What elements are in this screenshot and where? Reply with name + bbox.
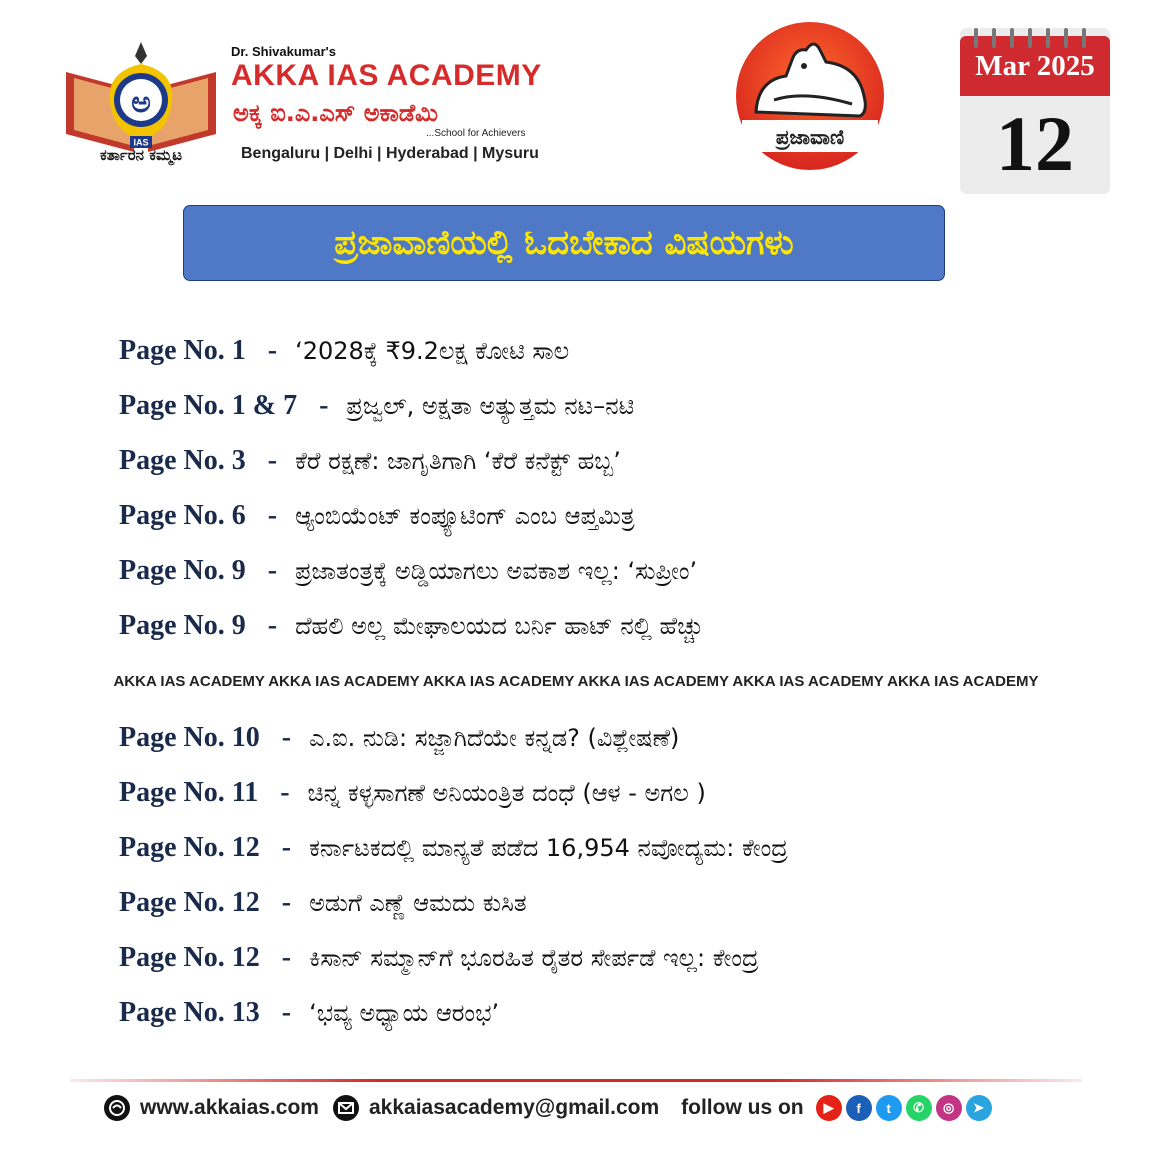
date-calendar bbox=[960, 28, 1110, 194]
page-number: Page No. 12 bbox=[119, 832, 260, 863]
article-title: ದೆಹಲಿ ಅಲ್ಲ ಮೇಘಾಲಯದ ಬರ್ನಿ ಹಾಟ್ ನಲ್ಲಿ ಹೆಚ್ಚು bbox=[295, 612, 704, 640]
separator-dash: - bbox=[319, 390, 329, 421]
list-item bbox=[119, 441, 621, 481]
banner-title: ಪ್ರಜಾವಾಣಿಯಲ್ಲಿ ಓದಬೇಕಾದ ವಿಷಯಗಳು bbox=[334, 223, 794, 263]
page-number: Page No. 6 bbox=[119, 500, 246, 531]
page-number: Page No. 12 bbox=[119, 887, 260, 918]
list-item bbox=[119, 828, 788, 868]
list-item bbox=[119, 938, 759, 978]
article-title: ಚಿನ್ನ ಕಳ್ಳಸಾಗಣೆ ಅನಿಯಂತ್ರಿತ ದಂಧೆ (ಆಳ - ಅಗಲ ) bbox=[307, 779, 706, 807]
youtube-icon[interactable]: ▶ bbox=[816, 1095, 842, 1121]
page-number: Page No. 9 bbox=[119, 610, 246, 641]
page-number: Page No. 9 bbox=[119, 555, 246, 586]
brand-name-kannada: ಅಕ್ಕ ಐ.ಎ.ಎಸ್ ಅಕಾಡೆಮಿ bbox=[233, 99, 438, 127]
separator-dash: - bbox=[281, 722, 292, 753]
page-number: Page No. 11 bbox=[119, 777, 259, 808]
footer-divider bbox=[70, 1079, 1082, 1082]
separator-dash: - bbox=[280, 777, 290, 808]
page-number: Page No. 12 bbox=[119, 942, 260, 973]
page-number: Page No. 1 & 7 bbox=[119, 390, 298, 421]
follow-label: follow us on bbox=[681, 1096, 804, 1119]
article-title: ಪ್ರಜಾತಂತ್ರಕ್ಕೆ ಅಡ್ಡಿಯಾಗಲು ಅವಕಾಶ ಇಲ್ಲ: ‘ಸುಪ್ರೀಂ’ bbox=[295, 557, 698, 585]
footer-contact-bar bbox=[104, 1092, 992, 1124]
social-links bbox=[812, 1095, 992, 1121]
list-item bbox=[119, 718, 679, 758]
brand-founder: Dr. Shivakumar's bbox=[231, 44, 336, 59]
logo-tagline: ಕರ್ತಾರನ ಕಮ್ಮಟ bbox=[99, 146, 183, 164]
newspaper-name: ಪ್ರಜಾವಾಣಿ bbox=[775, 125, 845, 149]
list-item bbox=[119, 773, 706, 813]
watermark-text: AKKA IAS ACADEMY AKKA IAS ACADEMY AKKA IAS ACADEMY AKKA IAS ACADEMY AKKA IAS ACADEMY AKKA IAS ACADEMY bbox=[113, 673, 1039, 690]
list-item bbox=[119, 606, 704, 646]
brand-name: AKKA IAS ACADEMY bbox=[231, 59, 542, 92]
separator-dash: - bbox=[267, 445, 278, 476]
website-link[interactable]: www.akkaias.com bbox=[140, 1096, 319, 1119]
separator-dash: - bbox=[281, 832, 292, 863]
calendar-rings-icon bbox=[970, 28, 1100, 50]
calendar-day: 12 bbox=[996, 100, 1074, 187]
separator-dash: - bbox=[267, 555, 278, 586]
article-title: ಪ್ರಜ್ವಲ್, ಅಕ್ಷತಾ ಅತ್ಯುತ್ತಮ ನಟ–ನಟಿ bbox=[346, 392, 635, 420]
article-title: ಎ.ಐ. ನುಡಿ: ಸಜ್ಜಾಗಿದೆಯೇ ಕನ್ನಡ? (ವಿಶ್ಲೇಷಣೆ) bbox=[309, 724, 680, 752]
article-title: ಆ್ಯಂಬಿಯೆಂಟ್ ಕಂಪ್ಯೂಟಿಂಗ್ ಎಂಬ ಆಪ್ತಮಿತ್ರ bbox=[295, 502, 635, 530]
page-number: Page No. 3 bbox=[119, 445, 246, 476]
twitter-icon[interactable]: t bbox=[876, 1095, 902, 1121]
page-number: Page No. 10 bbox=[119, 722, 260, 753]
calendar-month: Mar 2025 bbox=[975, 50, 1095, 82]
list-item bbox=[119, 883, 527, 923]
article-title: ಅಡುಗೆ ಎಣ್ಣೆ ಆಮದು ಕುಸಿತ bbox=[309, 889, 527, 917]
emblem-ias-badge: IAS bbox=[133, 137, 149, 148]
separator-dash: - bbox=[267, 335, 278, 366]
list-item bbox=[119, 331, 569, 371]
list-item bbox=[119, 496, 635, 536]
article-title: ಕಿಸಾನ್ ಸಮ್ಮಾನ್‌ಗೆ ಭೂರಹಿತ ರೈತರ ಸೇರ್ಪಡೆ ಇಲ್ಲ: ಕೇಂದ್ರ bbox=[309, 944, 759, 972]
separator-dash: - bbox=[267, 610, 278, 641]
list-item bbox=[119, 551, 697, 591]
email-link[interactable]: akkaiasacademy@gmail.com bbox=[368, 1096, 660, 1119]
separator-dash: - bbox=[267, 500, 278, 531]
separator-dash: - bbox=[281, 997, 292, 1028]
separator-dash: - bbox=[281, 942, 292, 973]
instagram-icon[interactable]: ◎ bbox=[936, 1095, 962, 1121]
page-number: Page No. 1 bbox=[119, 335, 246, 366]
title-banner bbox=[183, 205, 945, 281]
list-item bbox=[119, 993, 499, 1033]
prajavani-logo-icon bbox=[734, 20, 886, 172]
list-item bbox=[119, 386, 634, 426]
facebook-icon[interactable]: f bbox=[846, 1095, 872, 1121]
brand-slogan: ...School for Achievers bbox=[426, 128, 526, 139]
emblem-letter: ಅ bbox=[131, 85, 151, 120]
article-title: ಕೆರೆ ರಕ್ಷಣೆ: ಜಾಗೃತಿಗಾಗಿ ‘ಕೆರೆ ಕನೆಕ್ಟ್ ಹಬ್ಬ’ bbox=[295, 447, 621, 475]
email-icon bbox=[333, 1095, 359, 1121]
article-title: ‘ಭವ್ಯ ಅಧ್ಯಾಯ ಆರಂಭ’ bbox=[309, 999, 500, 1027]
article-title: ‘2028ಕ್ಕೆ ₹9.2ಲಕ್ಷ ಕೋಟಿ ಸಾಲ bbox=[295, 337, 570, 365]
globe-icon bbox=[104, 1095, 130, 1121]
separator-dash: - bbox=[281, 887, 292, 918]
brand-cities: Bengaluru | Delhi | Hyderabad | Mysuru bbox=[241, 145, 539, 162]
article-title: ಕರ್ನಾಟಕದಲ್ಲಿ ಮಾನ್ಯತೆ ಪಡೆದ 16,954 ನವೋದ್ಯಮ: ಕೇಂದ್ರ bbox=[309, 834, 788, 862]
page-number: Page No. 13 bbox=[119, 997, 260, 1028]
telegram-icon[interactable]: ➤ bbox=[966, 1095, 992, 1121]
whatsapp-icon[interactable]: ✆ bbox=[906, 1095, 932, 1121]
